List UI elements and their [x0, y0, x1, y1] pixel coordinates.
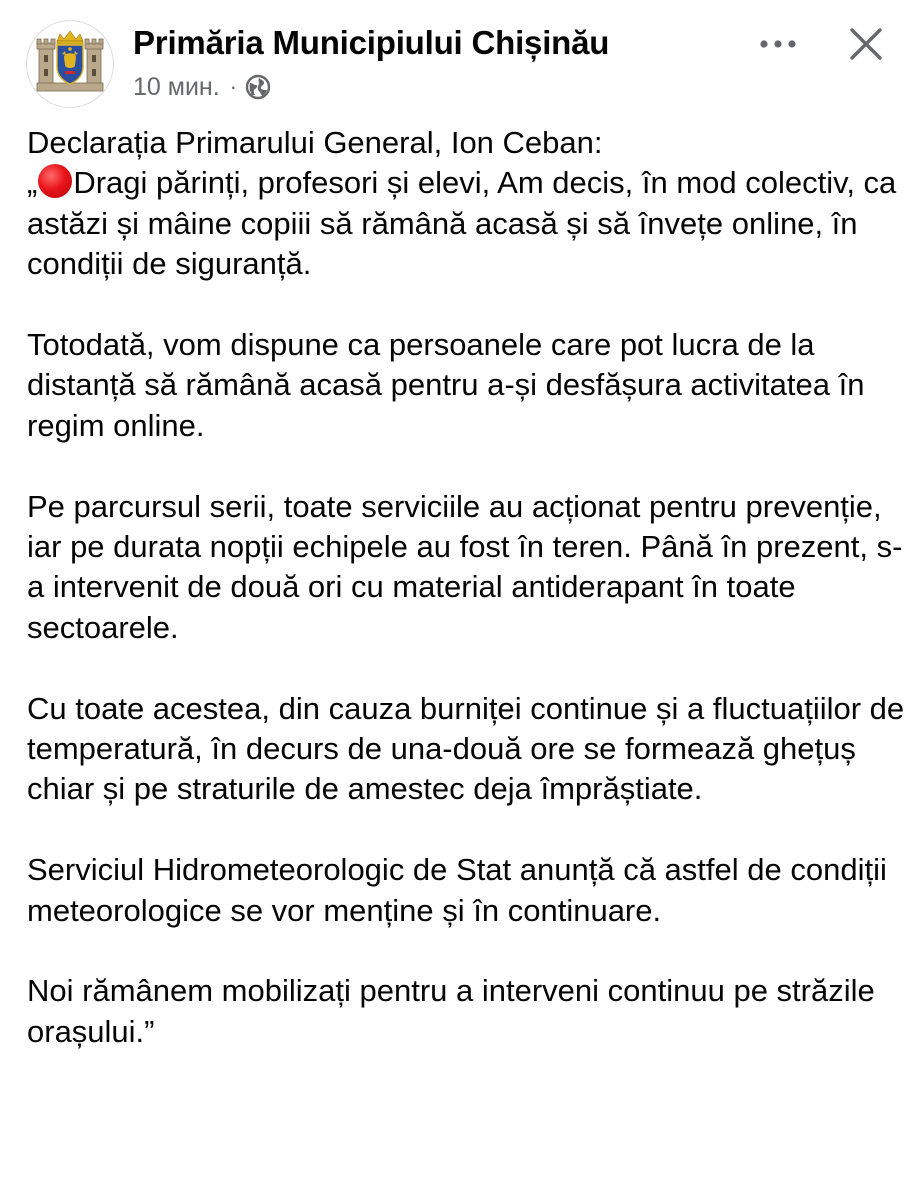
- post-paragraph-4: Cu toate acestea, din cauza burniței continue și a fluctuațiilor de temperatură, în decurs de una-două ore se formează ghețuș chiar și pe straturile de amestec deja împrăștiate.: [27, 690, 905, 807]
- page-avatar[interactable]: [26, 20, 114, 108]
- quote-open: „: [27, 165, 38, 201]
- more-dots-icon: [758, 38, 798, 50]
- close-icon: [849, 27, 883, 61]
- globe-icon[interactable]: [245, 74, 271, 100]
- page-name-link[interactable]: Primăria Municipiului Chișinău: [133, 24, 610, 61]
- post-paragraph-2: Totodată, vom dispune ca persoanele care pot lucra de la distanță să rămână acasă pentru a-și desfășura activitatea în regim online.: [27, 327, 865, 443]
- intro-line: Declarația Primarului General, Ion Ceban:: [27, 125, 603, 160]
- paragraph-1-text: Dragi părinți, profesori și elevi, Am decis, în mod colectiv, ca astăzi și mâine copiii să rămână acasă și să învețe online, în condiții de siguranță.: [27, 165, 897, 282]
- post-paragraph-3: Pe parcursul serii, toate serviciile au acționat pentru prevenție, iar pe durata nopții echipele au fost în teren. Până în prezent, s-a intervenit de două ori cu material antiderapant în toate sectoarele.: [27, 488, 903, 645]
- post-text: [27, 123, 907, 1093]
- red-circle-icon: [38, 164, 72, 198]
- post-paragraph-1: [27, 123, 907, 285]
- post-paragraph-6: Noi rămânem mobilizați pentru a interveni continuu pe străzile orașului.”: [27, 973, 875, 1049]
- post-meta: [133, 70, 271, 104]
- close-button[interactable]: [838, 16, 894, 72]
- more-options-button[interactable]: [752, 22, 804, 66]
- meta-separator: ·: [229, 74, 237, 99]
- post-header: [0, 0, 915, 110]
- post-timestamp[interactable]: 10 мин.: [133, 72, 220, 101]
- city-coat-of-arms-logo: [27, 21, 113, 107]
- post-paragraph-5: Serviciul Hidrometeorologic de Stat anunță că astfel de condiții meteorologice se vor menține și în continuare.: [27, 852, 887, 928]
